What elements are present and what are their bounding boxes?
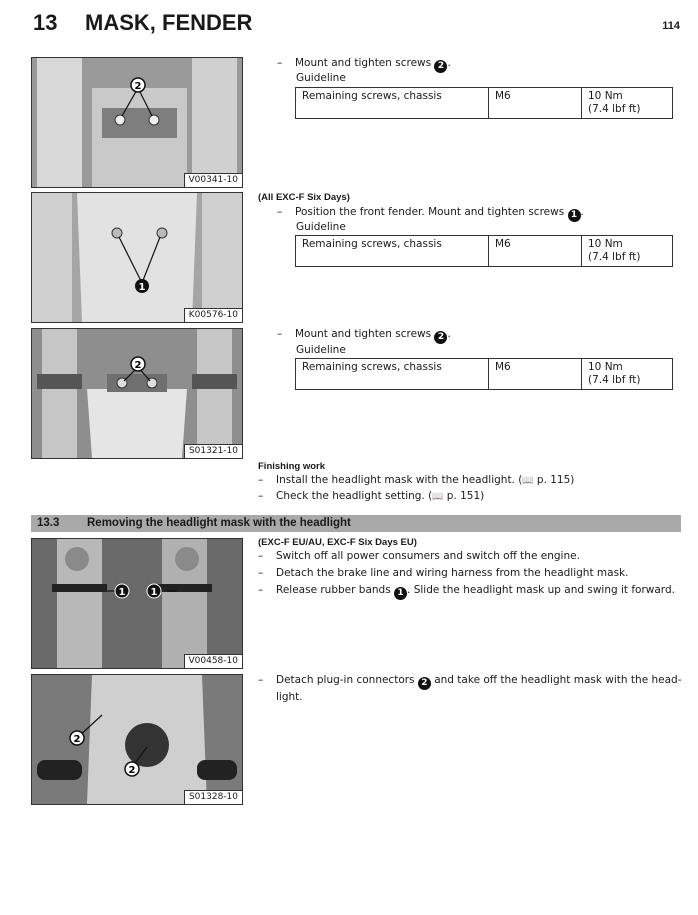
callout-2-icon: 2 [434, 60, 447, 73]
page-ref-link[interactable]: p. 151) [446, 490, 485, 502]
guideline-label: Guideline [296, 344, 346, 356]
photo-s01328 [31, 674, 243, 805]
spec-name: Remaining screws, chassis [296, 88, 489, 119]
book-icon: 📖 [522, 476, 534, 486]
step-detach-brake-line: – Detach the brake line and wiring harness from the headlight mask. [258, 567, 629, 579]
photo-v00458 [31, 538, 243, 669]
photo-front-fender [32, 193, 242, 322]
spec-table: Remaining screws, chassis M6 10 Nm (7.4 lbf ft) [295, 235, 673, 267]
step-switch-off: – Switch off all power consumers and switch off the engine. [258, 550, 580, 562]
book-icon: 📖 [432, 492, 444, 502]
photo-k00576 [31, 192, 243, 323]
spec-table [295, 87, 673, 119]
callout-1-icon: 1 [568, 209, 581, 222]
section-number: 13.3 [37, 517, 60, 529]
callout-2: 2 [73, 734, 81, 745]
section-title: Removing the headlight mask with the headlight [87, 517, 351, 529]
spec-thread: M6 [489, 88, 582, 119]
photo-plug-connectors [32, 675, 242, 804]
photo-rubber-bands [32, 539, 242, 668]
photo-fork-clamp-screws [32, 329, 242, 458]
guideline-label: Guideline [296, 72, 346, 84]
callout-1: 1 [118, 587, 126, 598]
condition-eu-au: (EXC-F EU/AU, EXC-F Six Days EU) [258, 537, 417, 548]
guideline-label: Guideline [296, 221, 346, 233]
chapter-title: MASK, FENDER [85, 10, 253, 35]
photo-code: K00576-10 [184, 308, 242, 322]
page-number: 114 [662, 20, 680, 32]
callout-2: 2 [134, 81, 142, 92]
photo-v00341 [31, 57, 243, 188]
callout-2-icon: 2 [434, 331, 447, 344]
photo-fork-top-screws [32, 58, 242, 187]
step-mount-screws-2a: – Mount and tighten screws 2 . [277, 57, 451, 71]
spec-table: Remaining screws, chassis M6 10 Nm (7.4 lbf ft) [295, 358, 673, 390]
callout-1: 1 [138, 282, 146, 293]
step-mount-screws-2b: – Mount and tighten screws 2 . [277, 328, 451, 342]
step-detach-connectors: – Detach plug-in connectors 2 and take off the headlight mask with the head- light. [258, 674, 682, 703]
finishing-title: Finishing work [258, 461, 326, 472]
callout-2-icon: 2 [418, 677, 431, 690]
callout-1: 1 [150, 587, 158, 598]
photo-code: V00458-10 [184, 654, 243, 668]
finishing-item: – Check the headlight setting. (📖 p. 151) [258, 490, 485, 502]
condition-six-days: (All EXC-F Six Days) [258, 192, 350, 203]
step-release-rubber-bands: – Release rubber bands 1 . Slide the headlight mask up and swing it forward. [258, 584, 675, 598]
spec-torque: 10 Nm (7.4 lbf ft) [582, 88, 673, 119]
photo-code: V00341-10 [184, 173, 243, 187]
callout-2: 2 [134, 360, 142, 371]
callout-2: 2 [128, 765, 136, 776]
photo-s01321 [31, 328, 243, 459]
photo-code: S01321-10 [184, 444, 242, 458]
page-ref-link[interactable]: p. 115) [536, 474, 575, 486]
photo-code: S01328-10 [184, 790, 242, 804]
callout-1-icon: 1 [394, 587, 407, 600]
chapter-number: 13 [33, 10, 58, 35]
finishing-item: – Install the headlight mask with the headlight. (📖 p. 115) [258, 474, 575, 486]
step-position-fender: – Position the front fender. Mount and tighten screws 1 . [277, 206, 584, 220]
